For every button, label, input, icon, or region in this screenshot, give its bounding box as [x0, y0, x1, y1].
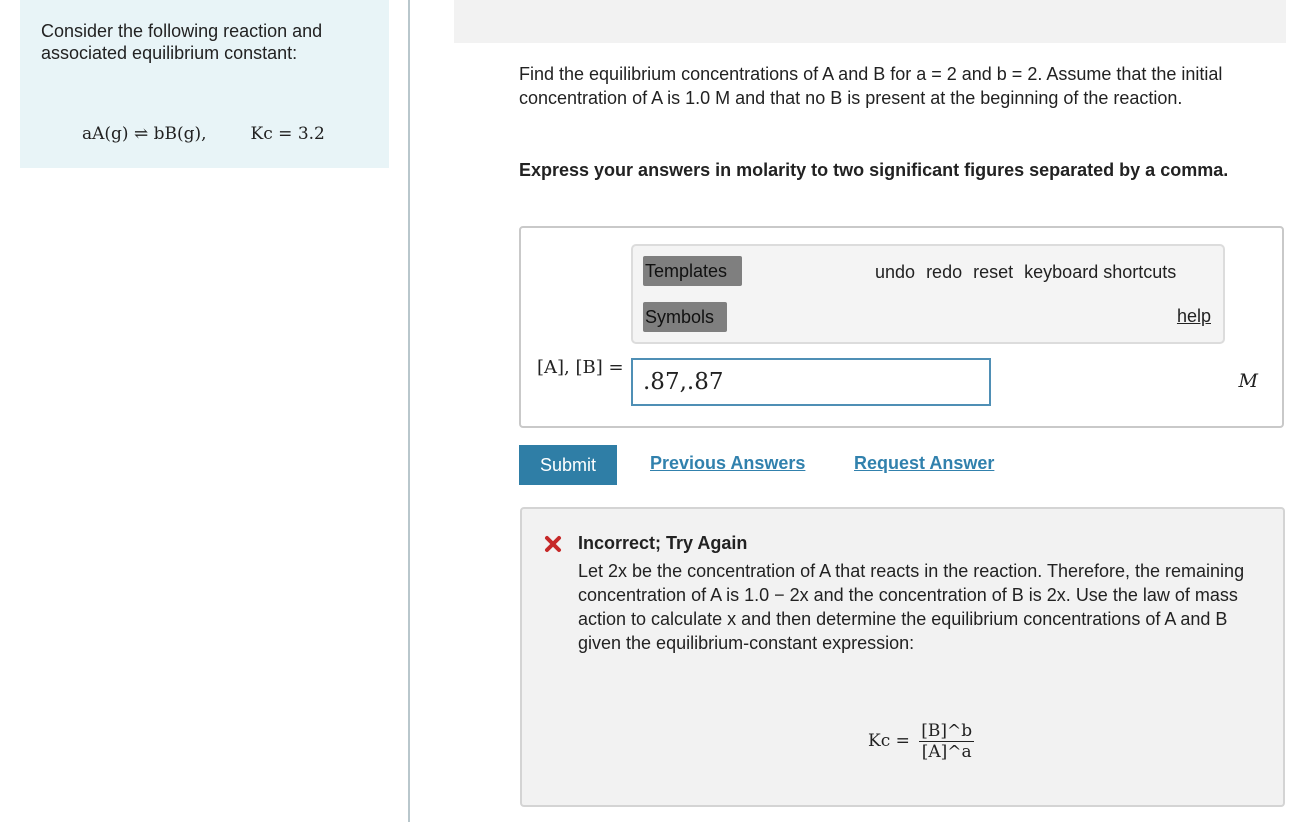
panel-divider — [408, 0, 410, 822]
answer-input[interactable]: .87,.87 — [631, 358, 991, 406]
part-header[interactable] — [454, 0, 1286, 43]
answer-unit: M — [1238, 370, 1258, 392]
intro-panel — [20, 0, 389, 168]
keyboard-shortcuts-button[interactable]: keyboard shortcuts — [1024, 262, 1177, 282]
reset-button[interactable]: reset — [973, 262, 1014, 282]
intro-equation — [82, 124, 325, 144]
kc-expression — [868, 721, 974, 762]
kc-denominator: [A]^a — [921, 742, 972, 762]
templates-button[interactable]: Templates — [643, 256, 742, 286]
math-toolbar — [631, 244, 1225, 344]
feedback-panel — [520, 507, 1285, 807]
kc-numerator: [B]^b — [921, 721, 973, 741]
answer-box — [519, 226, 1284, 428]
submit-button[interactable]: Submit — [519, 445, 617, 485]
kc-value: Kc = 3.2 — [250, 124, 325, 144]
previous-answers-link[interactable]: Previous Answers — [650, 453, 806, 473]
answer-instruction: Express your answers in molarity to two significant figures separated by a comma. — [519, 160, 1229, 180]
kc-expression-lhs: Kc = — [868, 731, 910, 751]
symbols-button[interactable]: Symbols — [643, 302, 727, 332]
help-button[interactable]: help — [1176, 306, 1211, 326]
incorrect-x-icon — [544, 535, 562, 553]
redo-button[interactable]: redo — [926, 262, 963, 282]
answer-label: [A], [B] = — [537, 357, 624, 378]
kc-fraction — [919, 721, 974, 762]
request-answer-link[interactable]: Request Answer — [854, 453, 995, 473]
intro-text: Consider the following reaction and associated equilibrium constant: — [41, 21, 323, 63]
reaction-equation: aA(g) ⇌ bB(g), — [82, 124, 207, 144]
feedback-title: Incorrect; Try Again — [578, 533, 748, 553]
feedback-hint: Let 2x be the concentration of A that reacts in the reaction. Therefore, the remaining concentration of A is 1.0 − 2x and the concentration of B is 2x. Use the law of mass action to calculate x and then determine the equilibrium concentrations of A and B given the equilibrium-constant expression: — [578, 561, 1245, 653]
undo-button[interactable]: undo — [875, 262, 916, 282]
toolbar-actions — [875, 259, 1182, 285]
question-text: Find the equilibrium concentrations of A and B for a = 2 and b = 2. Assume that the initial concentration of A is 1.0 M and that no B is present at the beginning of the reaction. — [519, 64, 1223, 108]
